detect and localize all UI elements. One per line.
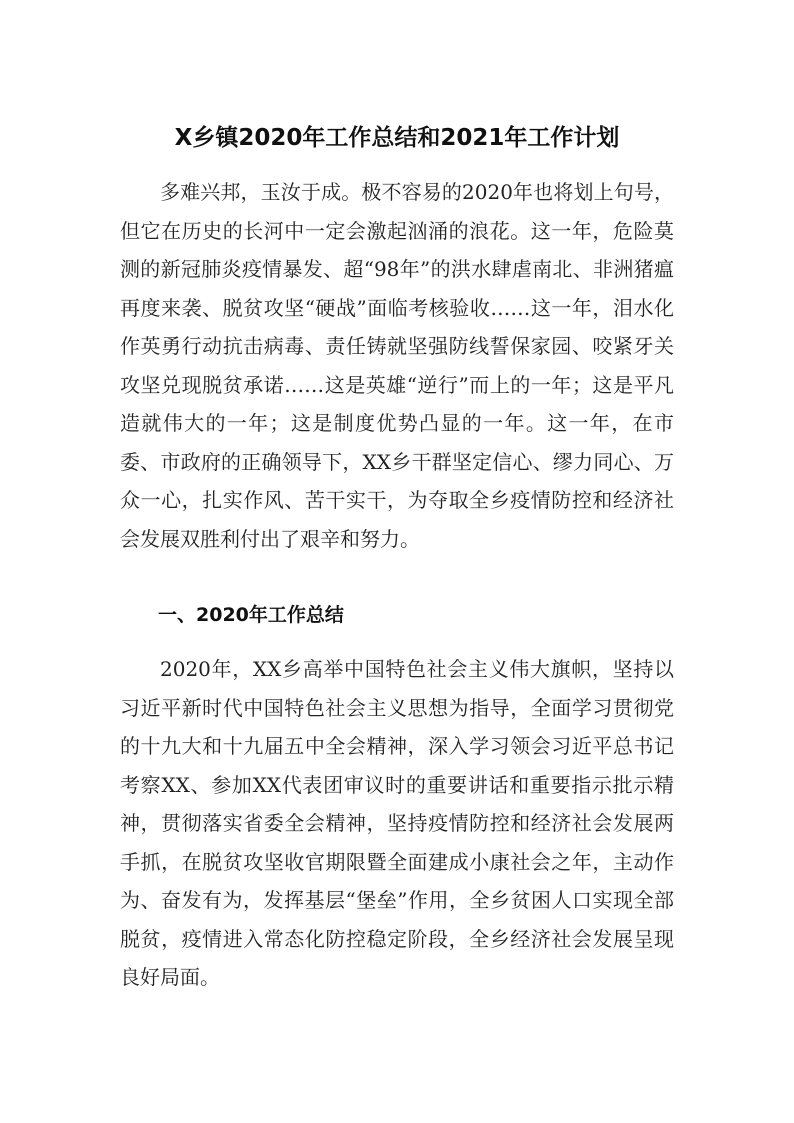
document-title: X乡镇2020年工作总结和2021年工作计划 (174, 125, 620, 151)
intro-paragraph: 多难兴邦，玉汝于成。极不容易的2020年也将划上句号，但它在历史的长河中一定会激起汹涌的浪花。这一年，危险莫测的新冠肺炎疫情暴发、超“98年”的洪水肆虐南北、非洲猪瘟再度来袭、脱贫攻坚“硬战”面临考核验收……这一年，泪水化作英勇行动抗击病毒、责任铸就坚强防线誓保家园、咬紧牙关攻坚兑现脱贫承诺……这是英雄“逆行”而上的一年；这是平凡造就伟大的一年；这是制度优势凸显的一年。这一年，在市委、市政府的正确领导下，XX乡干群坚定信心、缪力同心、万众一心，扎实作风、苦干实干，为夺取全乡疫情防控和经济社会发展双胜利付出了艰辛和努力。 (120, 180, 674, 551)
summary-paragraph: 2020年，XX乡高举中国特色社会主义伟大旗帜，坚持以习近平新时代中国特色社会主义思想为指导，全面学习贯彻党的十九大和十九届五中全会精神，深入学习领会习近平总书记考察XX、参加XX代表团审议时的重要讲话和重要指示批示精神，贯彻落实省委全会精神，坚持疫情防控和经济社会发展两手抓，在脱贫攻坚收官期限暨全面建成小康社会之年，主动作为、奋发有为，发挥基层“堡垒”作用，全乡贫困人口实现全部脱贫，疫情进入常态化防控稳定阶段，全乡经济社会发展呈现良好局面。 (120, 657, 674, 989)
section-heading-work-summary: 一、2020年工作总结 (158, 604, 344, 626)
